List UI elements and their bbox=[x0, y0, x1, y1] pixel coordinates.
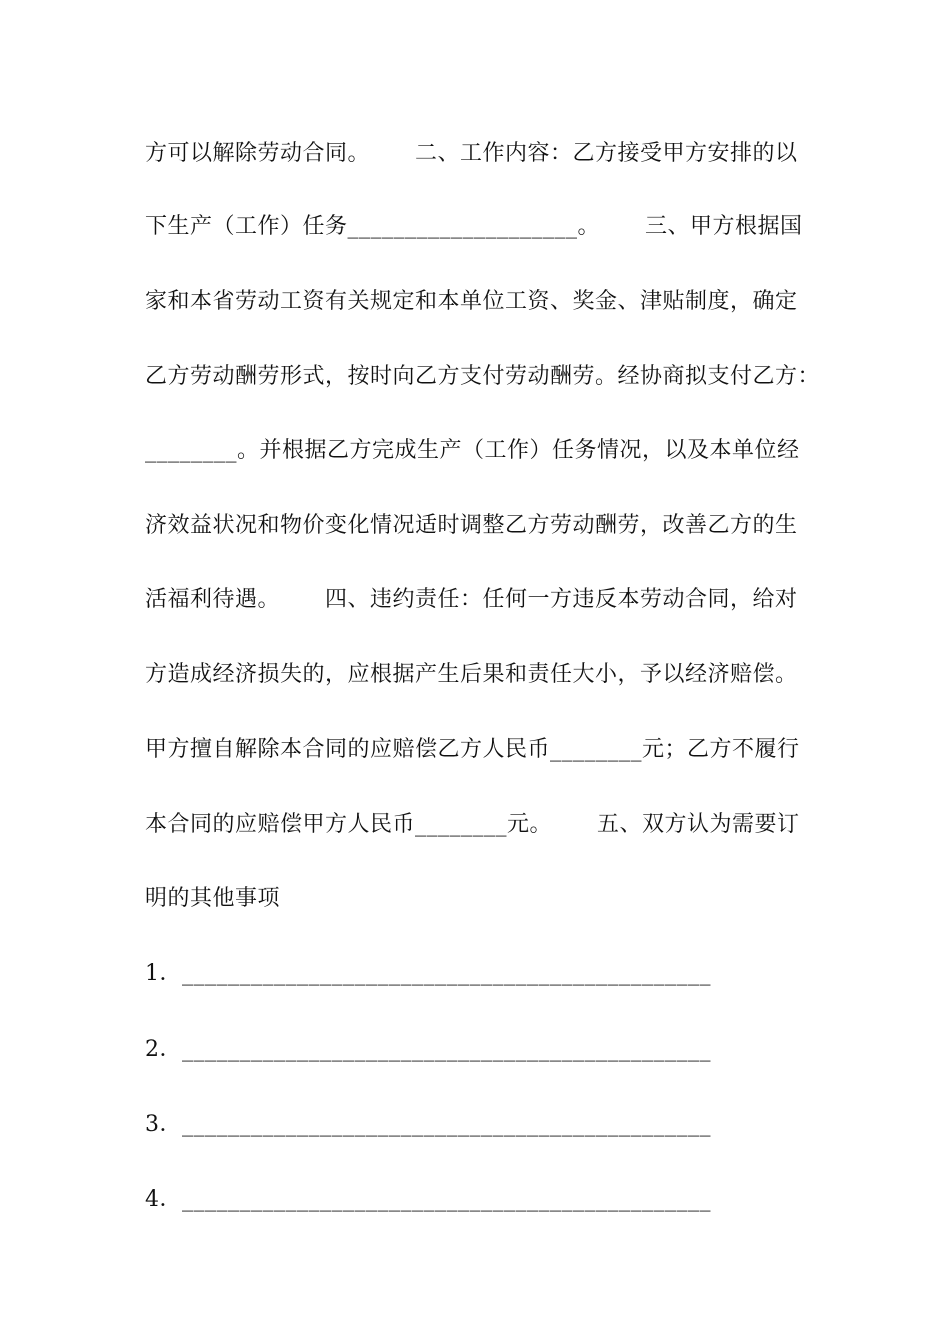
paragraph-line: 家和本省劳动工资有关规定和本单位工资、奖金、津贴制度，确定 bbox=[145, 289, 798, 314]
numbered-blank-line: 4．______________________________________________ bbox=[145, 1187, 711, 1212]
paragraph-line: ________。并根据乙方完成生产（工作）任务情况，以及本单位经 bbox=[145, 438, 800, 463]
paragraph-line: 活福利待遇。 四、违约责任：任何一方违反本劳动合同，给对 bbox=[145, 587, 798, 612]
numbered-blank-line: 3．______________________________________________ bbox=[145, 1112, 711, 1137]
paragraph-line: 下生产（工作）任务____________________。 三、甲方根据国 bbox=[145, 214, 803, 239]
paragraph-line: 明的其他事项 bbox=[145, 886, 281, 911]
numbered-blank-line: 1．______________________________________________ bbox=[145, 961, 711, 986]
numbered-blank-line: 2．______________________________________________ bbox=[145, 1037, 711, 1062]
paragraph-line: 济效益状况和物价变化情况适时调整乙方劳动酬劳，改善乙方的生 bbox=[145, 513, 798, 538]
paragraph-line: 甲方擅自解除本合同的应赔偿乙方人民币________元；乙方不履行 bbox=[145, 737, 800, 762]
paragraph-line: 方造成经济损失的，应根据产生后果和责任大小，予以经济赔偿。 bbox=[145, 662, 798, 687]
paragraph-line: 乙方劳动酬劳形式，按时向乙方支付劳动酬劳。经协商拟支付乙方： bbox=[145, 364, 821, 389]
paragraph-line: 本合同的应赔偿甲方人民币________元。 五、双方认为需要订 bbox=[145, 812, 800, 837]
paragraph-line: 方可以解除劳动合同。 二、工作内容：乙方接受甲方安排的以 bbox=[145, 141, 798, 166]
